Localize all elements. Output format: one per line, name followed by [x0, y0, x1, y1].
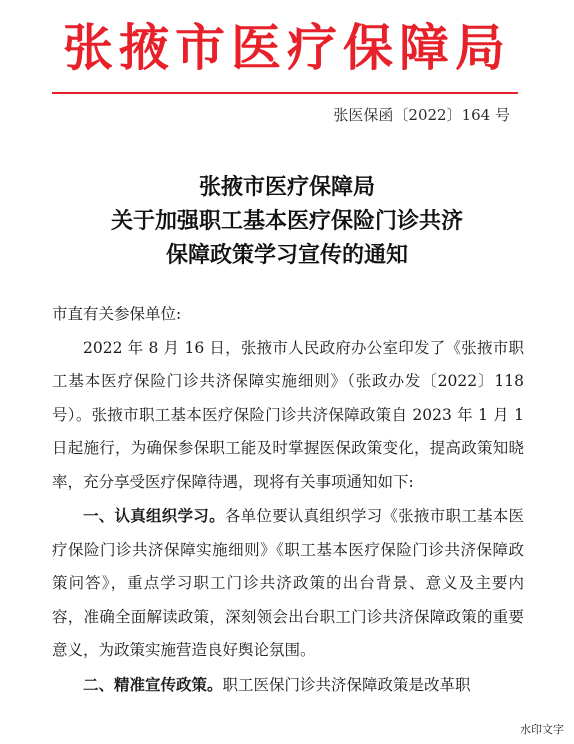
document-number: 张医保函〔2022〕164 号	[333, 106, 510, 124]
paragraph-section-1	[52, 499, 524, 668]
section-1-heading: 一、认真组织学习。	[83, 506, 225, 525]
title-line-3: 保障政策学习宣传的通知	[165, 242, 408, 268]
watermark-label: 水印文字	[518, 720, 566, 738]
salutation: 市直有关参保单位:	[52, 305, 182, 323]
section-1-text: 各单位要认真组织学习《张掖市职工基本医疗保险门诊共济保障实施细则》《职工基本医疗保险门诊共济保障政策问答》，重点学习职工门诊共济政策的出台背景、意义及主要内容，准确全面解读政策，深刻领会出台职工门诊共济保障政策的重要意义，为政策实施营造良好舆论氛围。	[52, 507, 524, 659]
paragraph-section-2	[52, 668, 524, 703]
title-line-1: 张掖市医疗保障局	[198, 174, 375, 200]
red-divider-rule	[52, 92, 518, 94]
title-line-2: 关于加强职工基本医疗保险门诊共济	[110, 208, 463, 234]
section-2-heading: 二、精准宣传政策。	[83, 674, 223, 694]
section-2-text: 职工医保门诊共济保障政策是改革职	[222, 675, 471, 694]
letterhead-title: 张掖市医疗保障局	[63, 18, 511, 77]
notice-title	[0, 170, 574, 272]
paragraph-intro: 2022 年 8 月 16 日，张掖市人民政府办公室印发了《张掖市职工基本医疗保险门诊共济保障实施细则》（张政办发〔2022〕118 号）。张掖市职工基本医疗保险门诊共济保障政策自 2023 年 1 月 1 日起施行，为确保参保职工能及时掌握医保政策变化，提高政策知晓率，充分享受医疗保障待遇，现将有关事项通知如下:	[52, 338, 524, 491]
notice-body	[52, 298, 524, 702]
